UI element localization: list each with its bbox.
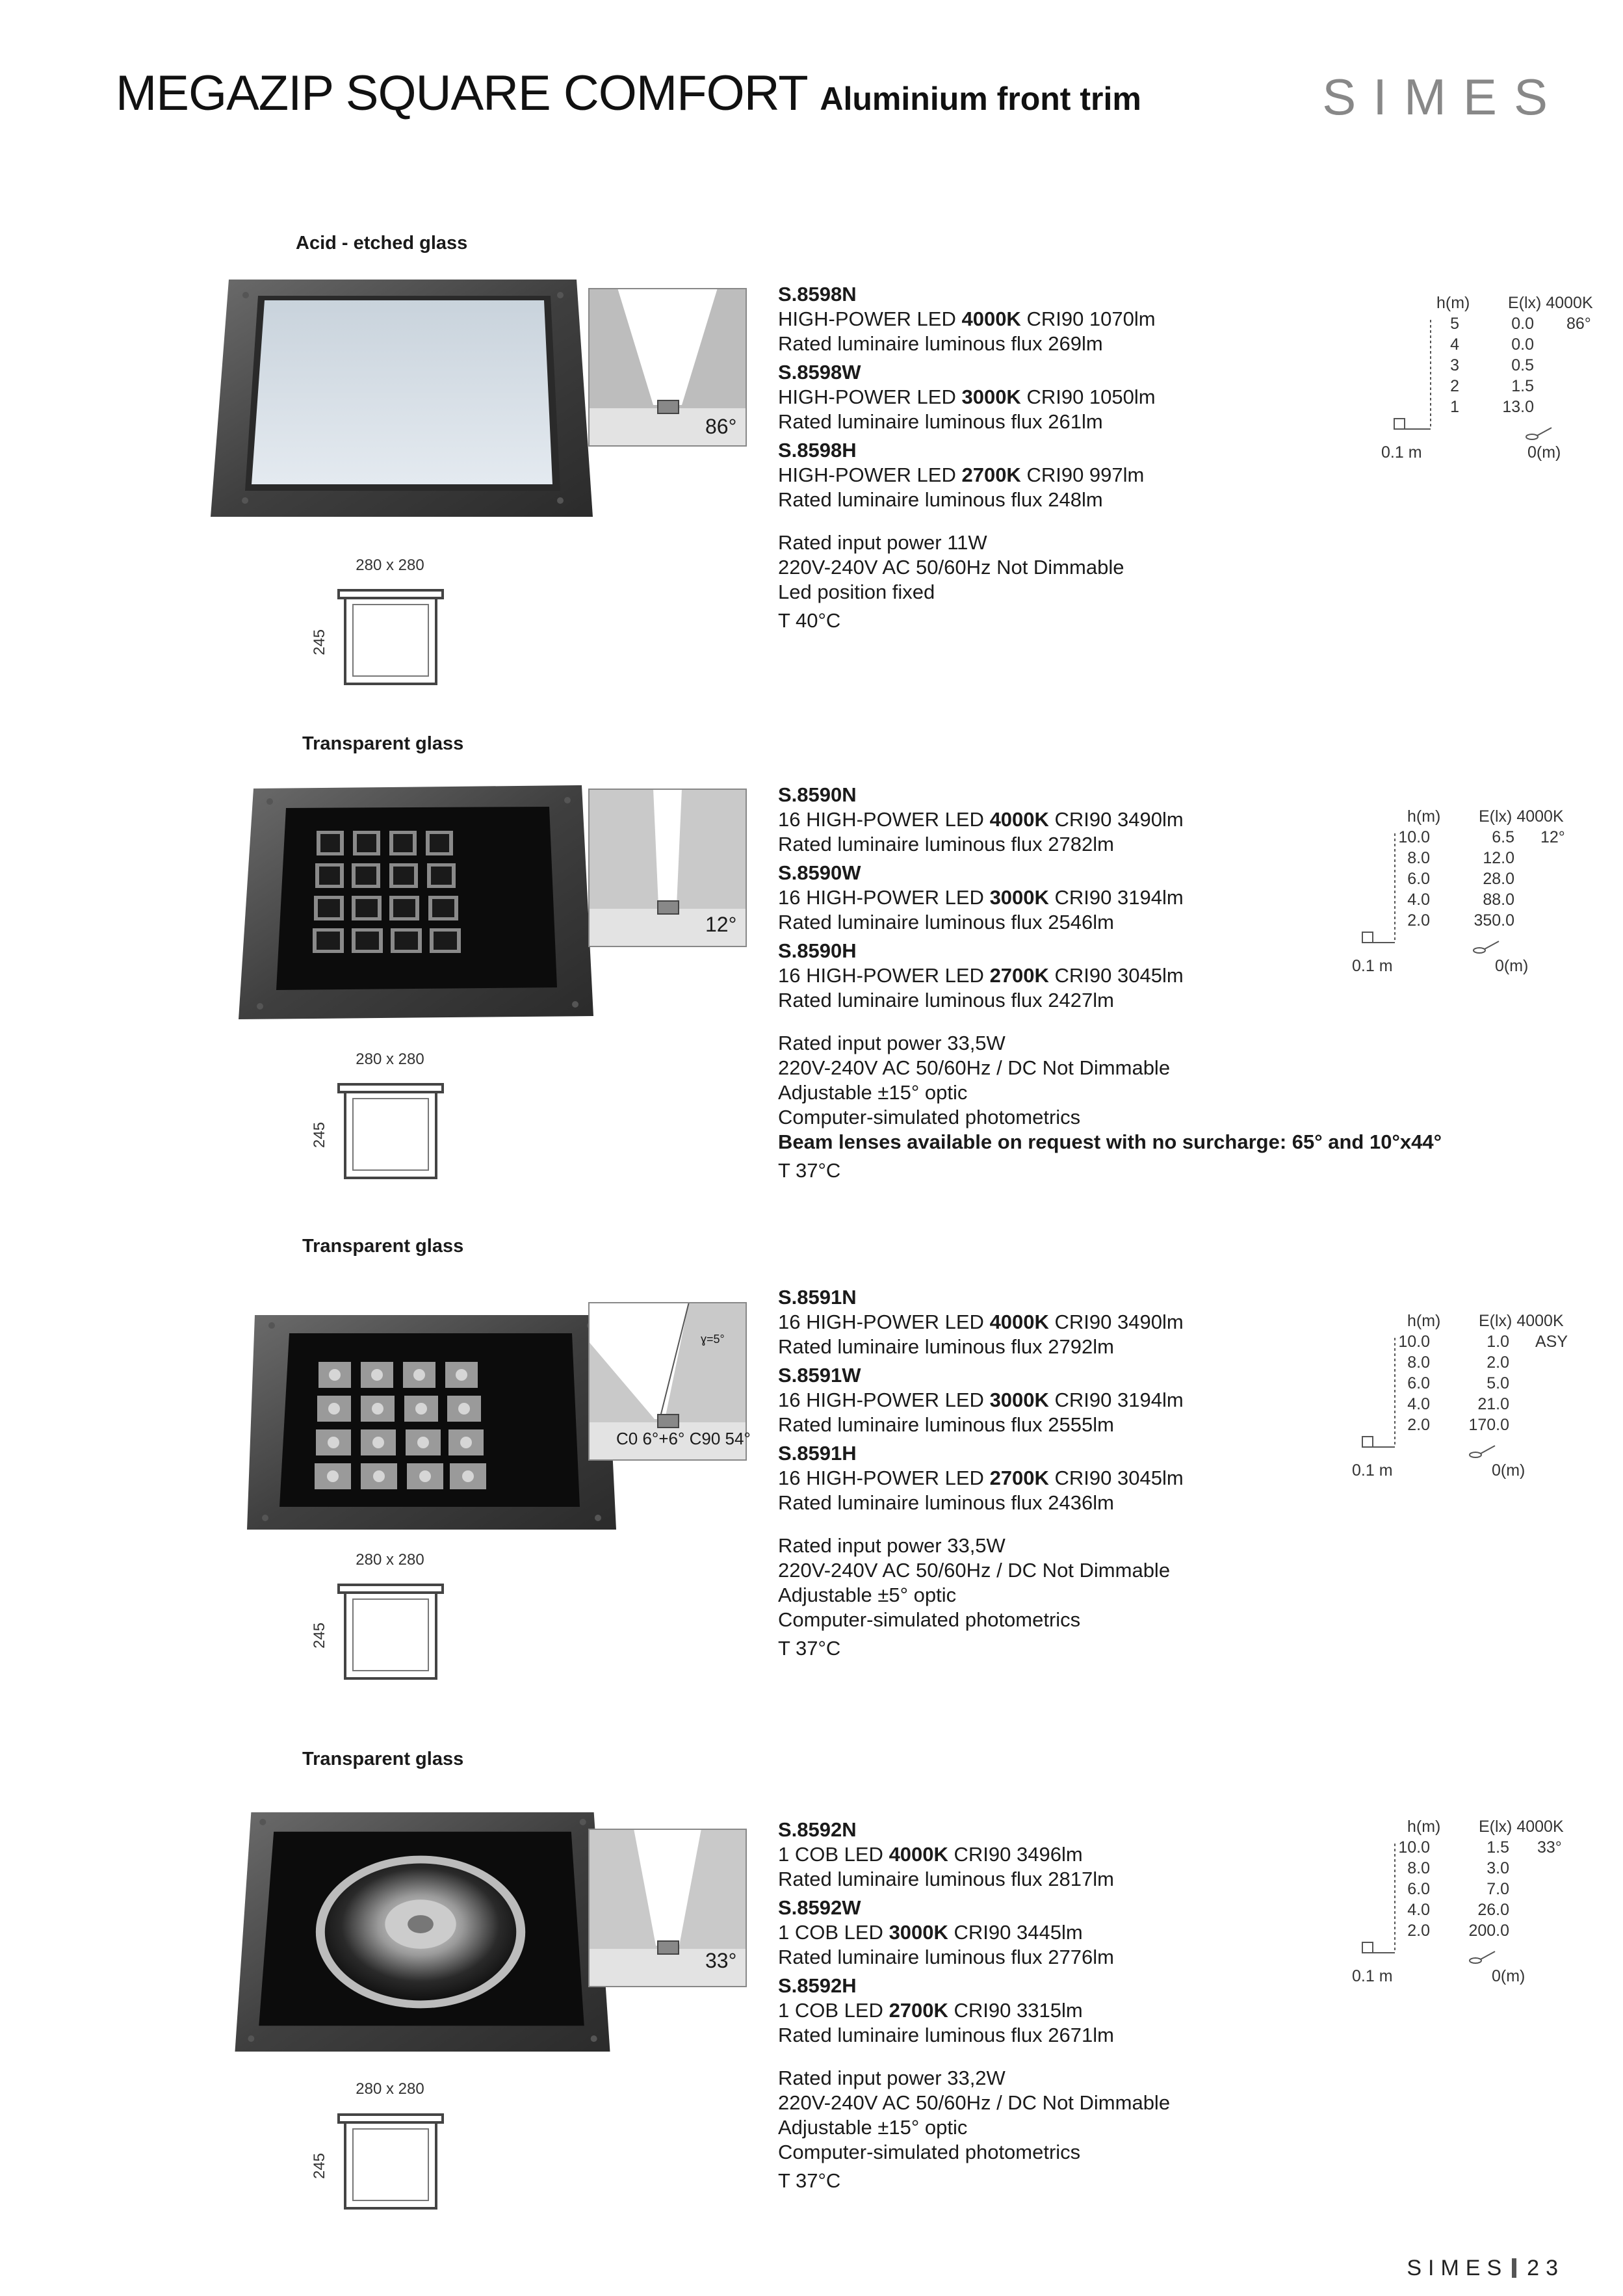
temperature: T 37°C (778, 1637, 841, 1660)
cct: 4000K (961, 307, 1021, 330)
h-header: h(m) (1436, 294, 1470, 312)
h-value: 10.0 (1398, 1333, 1430, 1351)
page-footer (1407, 2256, 1565, 2281)
product-code: S.8590W (778, 861, 861, 884)
beam-angle-label: C0 6°+6° C90 54° (616, 1429, 751, 1448)
temperature: T 40°C (778, 609, 841, 632)
e-value: 5.0 (1487, 1374, 1509, 1392)
e-value: 6.5 (1492, 828, 1514, 846)
tilt-angle-label: ɣ=5° (701, 1333, 725, 1346)
h-header: h(m) (1407, 1818, 1441, 1836)
note: 220V-240V AC 50/60Hz / DC Not Dimmable (778, 2091, 1171, 2114)
photometric-axis (1352, 1333, 1605, 1463)
h-value: 2.0 (1407, 1922, 1430, 1940)
dimension-drawing (335, 2109, 446, 2213)
cct: 2700K (961, 463, 1021, 486)
h-value: 6.0 (1407, 1374, 1430, 1392)
e-value: 12.0 (1483, 849, 1514, 867)
h-value: 8.0 (1407, 849, 1430, 867)
product-photo-16-led (224, 769, 609, 1023)
h-value: 10.0 (1398, 1838, 1430, 1857)
note: 220V-240V AC 50/60Hz / DC Not Dimmable (778, 1056, 1171, 1079)
page-number: 23 (1527, 2256, 1565, 2280)
product-code: S.8592N (778, 1818, 857, 1841)
dimension-width: 280 x 280 (356, 556, 424, 574)
cct: 4000K (989, 1311, 1049, 1333)
bold-note: Beam lenses available on request with no surcharge: 65° and 10°x44° (778, 1130, 1442, 1153)
e-value: 200.0 (1468, 1922, 1509, 1940)
footer-brand: SIMES (1407, 2256, 1509, 2280)
dimension-height: 245 (311, 2152, 328, 2180)
h-value: 10.0 (1398, 828, 1430, 846)
flux-line: Rated luminaire luminous flux 261lm (778, 410, 1103, 433)
base-label: 0.1 m (1352, 1967, 1393, 1985)
h-value: 2 (1450, 377, 1459, 395)
led-type: 16 HIGH-POWER LED (778, 886, 990, 909)
led-type: 16 HIGH-POWER LED (778, 1389, 990, 1411)
flux-line: Rated luminaire luminous flux 2436lm (778, 1491, 1114, 1514)
photometric-table (1352, 1818, 1605, 1993)
note: Adjustable ±15° optic (778, 1081, 968, 1104)
photometric-table (1352, 1312, 1605, 1487)
e-value: 13.0 (1502, 398, 1534, 416)
e-value: 1.5 (1487, 1838, 1509, 1857)
flux-line: Rated luminaire luminous flux 2817lm (778, 1868, 1114, 1890)
cct: 2700K (889, 1999, 948, 2022)
e-value: 2.0 (1487, 1353, 1509, 1372)
photometric-axis (1352, 1838, 1605, 1968)
note: Rated input power 11W (778, 531, 987, 554)
h-header: h(m) (1407, 1312, 1441, 1330)
e-value: 1.5 (1511, 377, 1534, 395)
base-label: 0.1 m (1352, 1461, 1393, 1480)
cri-lumen: CRI90 3045lm (1048, 1467, 1184, 1489)
beam-angle-label: 33° (705, 1949, 737, 1972)
cri-lumen: CRI90 3315lm (948, 1999, 1083, 2022)
product-photo-cob-led (231, 1803, 616, 2056)
led-type: 16 HIGH-POWER LED (778, 808, 990, 831)
note: Computer-simulated photometrics (778, 1608, 1081, 1631)
note: Led position fixed (778, 581, 935, 603)
product-code: S.8598H (778, 439, 857, 462)
cri-lumen: CRI90 3496lm (948, 1843, 1083, 1866)
section-label: Transparent glass (302, 1236, 464, 1257)
note: Adjustable ±15° optic (778, 2116, 968, 2139)
h-value: 4.0 (1407, 1901, 1430, 1919)
section-label: Transparent glass (302, 733, 464, 754)
beam-angle-label: 12° (705, 913, 737, 936)
note: Rated input power 33,5W (778, 1032, 1006, 1054)
flux-line: Rated luminaire luminous flux 2546lm (778, 911, 1114, 933)
product-code: S.8598W (778, 361, 861, 384)
dimension-drawing (335, 1580, 446, 1684)
h-value: 2.0 (1407, 1416, 1430, 1434)
product-code: S.8591H (778, 1442, 857, 1465)
e-value: 28.0 (1483, 870, 1514, 888)
cct: 2700K (989, 1467, 1049, 1489)
cct: 3000K (989, 1389, 1049, 1411)
flux-line: Rated luminaire luminous flux 2671lm (778, 2024, 1114, 2046)
page-title (116, 65, 1141, 122)
cri-lumen: CRI90 997lm (1020, 463, 1145, 486)
product-code: S.8592W (778, 1896, 861, 1919)
cct: 4000K (889, 1843, 948, 1866)
dimension-height: 245 (311, 629, 328, 656)
dimension-height: 245 (311, 1622, 328, 1649)
cri-lumen: CRI90 3490lm (1048, 808, 1184, 831)
beam-angle: 12° (1540, 828, 1565, 846)
section-label: Transparent glass (302, 1749, 464, 1769)
cri-lumen: CRI90 3490lm (1048, 1311, 1184, 1333)
e-header: E(lx) 4000K (1479, 807, 1564, 826)
led-type: HIGH-POWER LED (778, 463, 962, 486)
led-type: 16 HIGH-POWER LED (778, 1467, 990, 1489)
cri-lumen: CRI90 3445lm (948, 1921, 1083, 1944)
beam-angle: ASY (1535, 1333, 1568, 1351)
flux-line: Rated luminaire luminous flux 248lm (778, 488, 1103, 511)
h-value: 3 (1450, 356, 1459, 374)
cct: 4000K (989, 808, 1049, 831)
e-header: E(lx) 4000K (1479, 1312, 1564, 1330)
e-value: 1.0 (1487, 1333, 1509, 1351)
photometric-axis (1381, 315, 1602, 445)
h-value: 6.0 (1407, 1880, 1430, 1898)
note: Computer-simulated photometrics (778, 1106, 1081, 1128)
beam-angle-label: 86° (705, 415, 737, 438)
cct: 3000K (889, 1921, 948, 1944)
e-value: 350.0 (1474, 911, 1514, 930)
led-type: 1 COB LED (778, 1843, 889, 1866)
dimension-width: 280 x 280 (356, 1551, 424, 1569)
cct: 3000K (961, 385, 1021, 408)
e-header: E(lx) 4000K (1508, 294, 1593, 312)
flux-line: Rated luminaire luminous flux 2555lm (778, 1413, 1114, 1436)
e-value: 26.0 (1477, 1901, 1509, 1919)
flux-line: Rated luminaire luminous flux 2427lm (778, 989, 1114, 1011)
beam-angle: 33° (1537, 1838, 1562, 1857)
flux-line: Rated luminaire luminous flux 2792lm (778, 1335, 1114, 1358)
title-subtitle: Aluminium front trim (820, 81, 1141, 117)
flux-line: Rated luminaire luminous flux 2782lm (778, 833, 1114, 855)
cct: 3000K (989, 886, 1049, 909)
product-code: S.8590H (778, 939, 857, 962)
dimension-width: 280 x 280 (356, 2080, 424, 2098)
cri-lumen: CRI90 1070lm (1020, 307, 1156, 330)
section-label: Acid - etched glass (296, 233, 468, 254)
base-label: 0.1 m (1381, 443, 1422, 462)
base-label: 0.1 m (1352, 957, 1393, 975)
cri-lumen: CRI90 1050lm (1020, 385, 1156, 408)
cri-lumen: CRI90 3194lm (1048, 1389, 1184, 1411)
e-value: 0.0 (1511, 315, 1534, 333)
e-value: 21.0 (1477, 1395, 1509, 1413)
footer-divider (1512, 2258, 1516, 2278)
e-value: 3.0 (1487, 1859, 1509, 1877)
led-type: 16 HIGH-POWER LED (778, 1311, 990, 1333)
product-code: S.8592H (778, 1974, 857, 1997)
temperature: T 37°C (778, 1159, 841, 1182)
note: 220V-240V AC 50/60Hz / DC Not Dimmable (778, 1559, 1171, 1582)
product-photo-16-led-asymmetric (247, 1296, 632, 1549)
h-value: 5 (1450, 315, 1459, 333)
product-photo-acid-etched (209, 267, 594, 520)
e-value: 7.0 (1487, 1880, 1509, 1898)
led-type: HIGH-POWER LED (778, 385, 962, 408)
flux-line: Rated luminaire luminous flux 269lm (778, 332, 1103, 355)
product-code: S.8591W (778, 1364, 861, 1387)
e-value: 88.0 (1483, 891, 1514, 909)
h-value: 4.0 (1407, 1395, 1430, 1413)
e-value: 0.5 (1511, 356, 1534, 374)
dimension-drawing (335, 585, 446, 689)
e-value: 0.0 (1511, 335, 1534, 354)
zero-label: 0(m) (1492, 1967, 1526, 1985)
product-code: S.8590N (778, 783, 857, 806)
cct: 2700K (989, 964, 1049, 987)
led-line (778, 1998, 1493, 2023)
h-value: 6.0 (1407, 870, 1430, 888)
beam-angle: 86° (1566, 315, 1591, 333)
cri-lumen: CRI90 3194lm (1048, 886, 1184, 909)
cri-lumen: CRI90 3045lm (1048, 964, 1184, 987)
note: Computer-simulated photometrics (778, 2141, 1081, 2163)
led-type: 16 HIGH-POWER LED (778, 964, 990, 987)
h-value: 4.0 (1407, 891, 1430, 909)
photometric-table (1381, 294, 1602, 469)
flux-line: Rated luminaire luminous flux 2776lm (778, 1946, 1114, 1968)
h-value: 8.0 (1407, 1353, 1430, 1372)
title-main: MEGAZIP SQUARE COMFORT (116, 66, 807, 121)
h-header: h(m) (1407, 807, 1441, 826)
dimension-drawing (335, 1079, 446, 1183)
temperature: T 37°C (778, 2169, 841, 2192)
dimension-width: 280 x 280 (356, 1050, 424, 1068)
h-value: 8.0 (1407, 1859, 1430, 1877)
zero-label: 0(m) (1492, 1461, 1526, 1480)
photometric-table (1352, 807, 1605, 983)
product-code: S.8591N (778, 1286, 857, 1309)
product-code: S.8598N (778, 283, 857, 306)
h-value: 4 (1450, 335, 1459, 354)
led-type: 1 COB LED (778, 1921, 889, 1944)
led-type: HIGH-POWER LED (778, 307, 962, 330)
photometric-axis (1352, 828, 1605, 958)
note: Rated input power 33,2W (778, 2067, 1006, 2089)
e-header: E(lx) 4000K (1479, 1818, 1564, 1836)
h-value: 2.0 (1407, 911, 1430, 930)
note: Adjustable ±5° optic (778, 1584, 957, 1606)
led-type: 1 COB LED (778, 1999, 889, 2022)
zero-label: 0(m) (1495, 957, 1529, 975)
dimension-height: 245 (311, 1121, 328, 1149)
zero-label: 0(m) (1527, 443, 1561, 462)
note: 220V-240V AC 50/60Hz Not Dimmable (778, 556, 1124, 579)
brand-logo: SIMES (1322, 68, 1565, 125)
h-value: 1 (1450, 398, 1459, 416)
e-value: 170.0 (1468, 1416, 1509, 1434)
note: Rated input power 33,5W (778, 1534, 1006, 1557)
